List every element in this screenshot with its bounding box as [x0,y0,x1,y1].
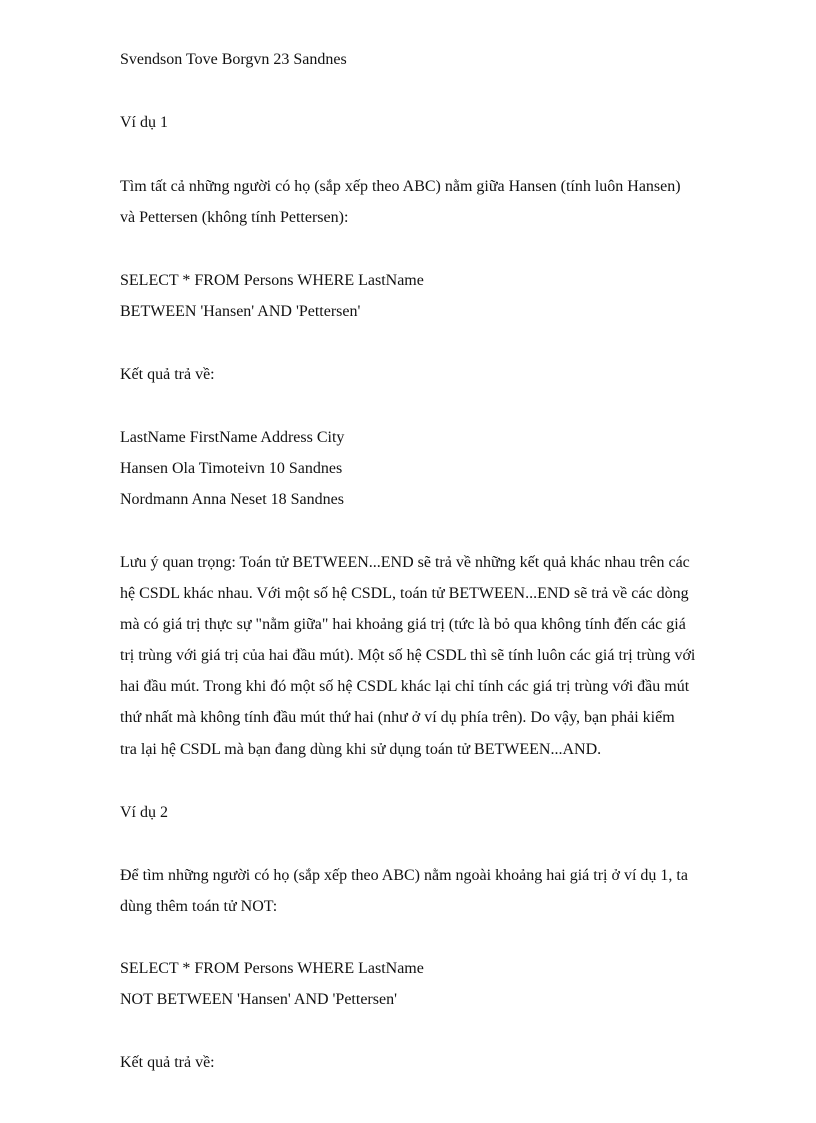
example2-description-line-1: Để tìm những người có họ (sắp xếp theo ABC) nằm ngoài khoảng hai giá trị ở ví dụ 1, ta [120,867,688,884]
result-table-header: LastName FirstName Address City [120,429,345,446]
note-line: trị trùng với giá trị của hai đầu mút). Một số hệ CSDL thì sẽ tính luôn các giá trị trùng với [120,647,696,664]
result-table-row: Hansen Ola Timoteivn 10 Sandnes [120,460,343,477]
example1-sql-line-1: SELECT * FROM Persons WHERE LastName [120,272,424,289]
example2-description-line-2: dùng thêm toán tử NOT: [120,898,278,915]
note-line: mà có giá trị thực sự "nằm giữa" hai khoảng giá trị (tức là bỏ qua không tính đến các giá [120,616,686,633]
example1-heading: Ví dụ 1 [120,114,168,131]
note-line: Lưu ý quan trọng: Toán tử BETWEEN...END sẽ trả về những kết quả khác nhau trên các [120,554,690,571]
note-line: thứ nhất mà không tính đầu mút thứ hai (như ở ví dụ phía trên). Do vậy, bạn phải kiểm [120,709,675,726]
example1-description-line-1: Tìm tất cả những người có họ (sắp xếp theo ABC) nằm giữa Hansen (tính luôn Hansen) [120,178,681,195]
example2-sql-line-2: NOT BETWEEN 'Hansen' AND 'Pettersen' [120,991,397,1008]
example1-result-label: Kết quả trả về: [120,366,215,383]
note-line: hệ CSDL khác nhau. Với một số hệ CSDL, toán tử BETWEEN...END sẽ trả về các dòng [120,585,689,602]
note-line: tra lại hệ CSDL mà bạn đang dùng khi sử dụng toán tử BETWEEN...AND. [120,741,602,758]
example2-result-label: Kết quả trả về: [120,1054,215,1071]
table-row-svendson: Svendson Tove Borgvn 23 Sandnes [120,51,347,68]
example1-sql-line-2: BETWEEN 'Hansen' AND 'Pettersen' [120,303,361,320]
example2-heading: Ví dụ 2 [120,804,168,821]
note-line: hai đầu mút. Trong khi đó một số hệ CSDL khác lại chỉ tính các giá trị trùng với đầu mút [120,678,690,695]
example1-description-line-2: và Pettersen (không tính Pettersen): [120,209,349,226]
result-table-row: Nordmann Anna Neset 18 Sandnes [120,491,344,508]
example2-sql-line-1: SELECT * FROM Persons WHERE LastName [120,960,424,977]
